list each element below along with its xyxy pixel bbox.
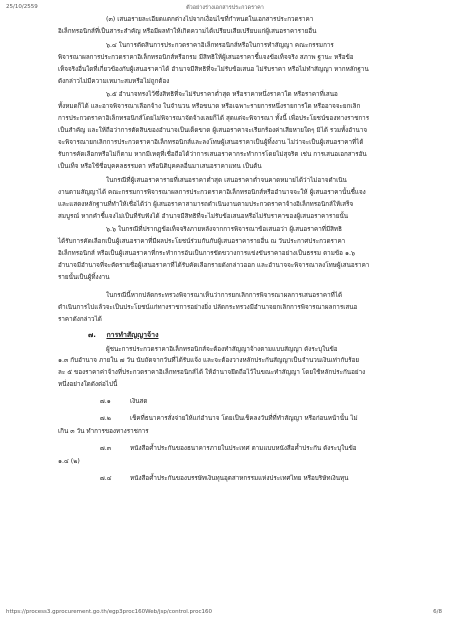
item-number: ๗.๑ <box>100 398 111 406</box>
item-text: หนังสือค้ำประกันของธนาคารภายในประเทศ ตามแบบหนังสือค้ำประกัน ดังระบุในข้อ <box>130 444 357 452</box>
text-line: อิเล็กทรอนิกส์ที่เป็นสาระสำคัญ หรือมีผลทำให้เกิดความได้เปรียบเสียเปรียบแก่ผู้เสนอราคารายอื่น <box>58 27 317 35</box>
section-number: ๗. <box>88 330 96 339</box>
text-line: รับการคัดเลือกหรือไม่ก็ตาม หากมีเหตุที่เชื่อถือได้ว่าการเสนอราคากระทำการโดยไม่สุจริต เช่น การเสนอเอกสารอัน <box>58 150 367 158</box>
paragraph-6-5 <box>58 89 428 172</box>
section-7-heading <box>88 330 428 342</box>
item-text: เช็คที่ธนาคารสั่งจ่ายให้แก่อำนาจ โดยเป็นเช็คลงวันที่ที่ทำสัญญา หรือก่อนหน้านั้น ไม่ <box>130 415 358 423</box>
text-line: อำนาจมีอำนาจที่จะตัดรายชื่อผู้เสนอราคาที่ได้รับคัดเลือกรายดังกล่าวออก และอำนาจจะพิจารณาลงโทษผู้เสนอราคา <box>58 262 370 270</box>
text-line: ผู้ชนะการประกวดราคาอิเล็กทรอนิกส์จะต้องทำสัญญาจ้างตามแบบสัญญา ดังระบุในข้อ <box>106 345 338 353</box>
text-line: ละ ๕ ของราคาค่าจ้างที่ประกวดราคาอิเล็กทรอนิกส์ได้ ให้อำนาจยึดถือไว้ในขณะทำสัญญา โดยใช้หลักประกันอย่าง <box>58 369 366 377</box>
section-7-intro <box>58 344 428 392</box>
text-line: ๑.๓ กับอำนาจ ภายใน ๗ วัน นับถัดจากวันที่ได้รับแจ้ง และจะต้องวางหลักประกันสัญญาเป็นจำนวนเงินเท่ากับร้อย <box>58 357 360 365</box>
text-line: ในกรณีนี้หากปลัดกระทรวงพิจารณาเห็นว่าการยกเลิกการพิจารณาผลการเสนอราคาที่ได้ <box>106 291 343 299</box>
text-line: เท็จจริงอื่นใดที่เกี่ยวข้องกับผู้เสนอราคาได้ อำนาจมีสิทธิที่จะไม่รับข้อเสนอ ไม่รับราคา หรือไม่ทำสัญญา หากหลักฐาน <box>58 65 369 73</box>
list-item-7-1 <box>58 396 428 408</box>
print-date: 25/10/2559 <box>6 4 38 10</box>
text-line: จะพิจารณายกเลิกการประกวดราคาอิเล็กทรอนิกส์และลงโทษผู้เสนอราคาเป็นผู้ทิ้งงาน ไม่ว่าจะเป็นผู้เสนอราคาที่ได้ <box>58 139 364 147</box>
text-line: งานตามสัญญาได้ คณะกรรมการพิจารณาผลการประกวดราคาอิเล็กทรอนิกส์หรืออำนาจจะให้ ผู้เสนอราคานั้นชี้แจง <box>58 188 366 196</box>
text-line: เป็นเท็จ หรือใช้ชื่อบุคคลธรรมดา หรือนิติบุคคลอื่นมาเสนอราคาแทน เป็นต้น <box>58 162 262 170</box>
paragraph-low-bid <box>58 175 428 223</box>
item-number: ๗.๓ <box>100 444 112 452</box>
item-text: หนังสือค้ำประกันของบรรษัทเงินทุนอุตสาหกรรมแห่งประเทศไทย หรือบริษัทเงินทุน <box>130 474 349 482</box>
text-line: ทั้งหมดก็ได้ และอาจพิจารณาเลือกจ้าง ในจำนวน หรือขนาด หรือเฉพาะรายการหนึ่งรายการใด หรืออาจจะยกเลิก <box>58 103 361 111</box>
text-line: ๖.๔ ในการตัดสินการประกวดราคาอิเล็กทรอนิกส์หรือในการทำสัญญา คณะกรรมการ <box>106 41 334 49</box>
text-line: เป็นสำคัญ และให้ถือว่าการตัดสินของอำนาจเป็นเด็ดขาด ผู้เสนอราคาจะเรียกร้องค่าเสียหายใดๆ มิได้ รวมทั้งอำนาจ <box>58 127 368 135</box>
text-line: (๓) เสนอรายละเอียดแตกต่างไปจากเงื่อนไขที่กำหนดในเอกสารประกวดราคา <box>106 16 314 23</box>
list-item-7-4 <box>58 473 428 485</box>
paragraph-6-4 <box>58 40 428 88</box>
text-line: อิเล็กทรอนิกส์ หรือเป็นผู้เสนอราคาที่กระทำการอันเป็นการขัดขวางการแข่งขันราคาอย่างเป็นธรรม ตามข้อ ๑.๖ <box>58 250 355 258</box>
list-item-7-3 <box>58 443 428 455</box>
paragraph-6-6 <box>58 224 428 284</box>
text-line: ในกรณีที่ผู้เสนอราคารายที่เสนอราคาต่ำสุด เสนอราคาต่ำจนคาดหมายได้ว่าไม่อาจดำเนิน <box>106 176 347 184</box>
text-line: สมบูรณ์ หากคำชี้แจงไม่เป็นที่รับฟังได้ อำนาจมีสิทธิที่จะไม่รับข้อเสนอหรือไม่รับราคาของผู้เสนอราคารายนั้น <box>58 212 349 220</box>
section-title: การทำสัญญาจ้าง <box>106 330 159 339</box>
text-line: ดังกล่าวไม่มีความเหมาะสมหรือไม่ถูกต้อง <box>58 77 170 85</box>
item-continuation: ๑.๔ (๒) <box>58 457 80 465</box>
document-body <box>58 14 428 486</box>
page-url: https://process3.gprocurement.go.th/egp3proc160Web/jsp/control.proc160 <box>6 609 213 615</box>
page-number: 6/8 <box>433 609 442 615</box>
item-text: เงินสด <box>130 398 148 406</box>
text-line: พิจารณาผลการประกวดราคาอิเล็กทรอนิกส์หรือกรม มีสิทธิให้ผู้เสนอราคาชี้แจงข้อเท็จจริง สภาพ ฐานะ หรือข้อ <box>58 53 354 61</box>
text-line: การประกวดราคาอิเล็กทรอนิกส์โดยไม่พิจารณาจัดจ้างเลยก็ได้ สุดแต่จะพิจารณา ทั้งนี้ เพื่อประโยชน์ของทางราชการ <box>58 115 370 123</box>
text-line: และแสดงหลักฐานที่ทำให้เชื่อได้ว่า ผู้เสนอราคาสามารถดำเนินงานตามประกวดราคาจ้างอิเล็กทรอนิกส์ให้เสร็จ <box>58 200 354 208</box>
text-line: ๖.๕ อำนาจทรงไว้ซึ่งสิทธิที่จะไม่รับราคาต่ำสุด หรือราคาหนึ่งราคาใด หรือราคาที่เสนอ <box>106 91 338 99</box>
item-number: ๗.๒ <box>100 415 111 423</box>
text-line: ดำเนินการไปแล้วจะเป็นประโยชน์แก่ทางราชการอย่างยิ่ง ปลัดกระทรวงมีอำนาจยกเลิกการพิจารณาผลการเสนอ <box>58 303 358 311</box>
paragraph-6-3-item-3 <box>58 14 428 38</box>
item-continuation: เกิน ๓ วัน ทำการของทางราชการ <box>58 428 149 435</box>
text-line: หนึ่งอย่างใดดังต่อไปนี้ <box>58 381 118 389</box>
text-line: ๖.๖ ในกรณีที่ปรากฏข้อเท็จจริงภายหลังจากการพิจารณาข้อเสนอว่า ผู้เสนอราคาที่มีสิทธิ <box>106 226 342 234</box>
text-line: ได้รับการคัดเลือกเป็นผู้เสนอราคาที่มีผลประโยชน์ร่วมกันกับผู้เสนอราคารายอื่น ณ วันประกาศประกวดราคา <box>58 238 346 246</box>
document-header-title: ตัวอย่างร่างเอกสารประกวดราคา <box>186 5 264 11</box>
item-number: ๗.๔ <box>100 474 112 482</box>
text-line: ราคาดังกล่าวได้ <box>58 315 102 323</box>
text-line: รายนั้นเป็นผู้ทิ้งงาน <box>58 274 110 282</box>
paragraph-cancellation <box>58 290 428 326</box>
list-item-7-2 <box>58 413 428 425</box>
